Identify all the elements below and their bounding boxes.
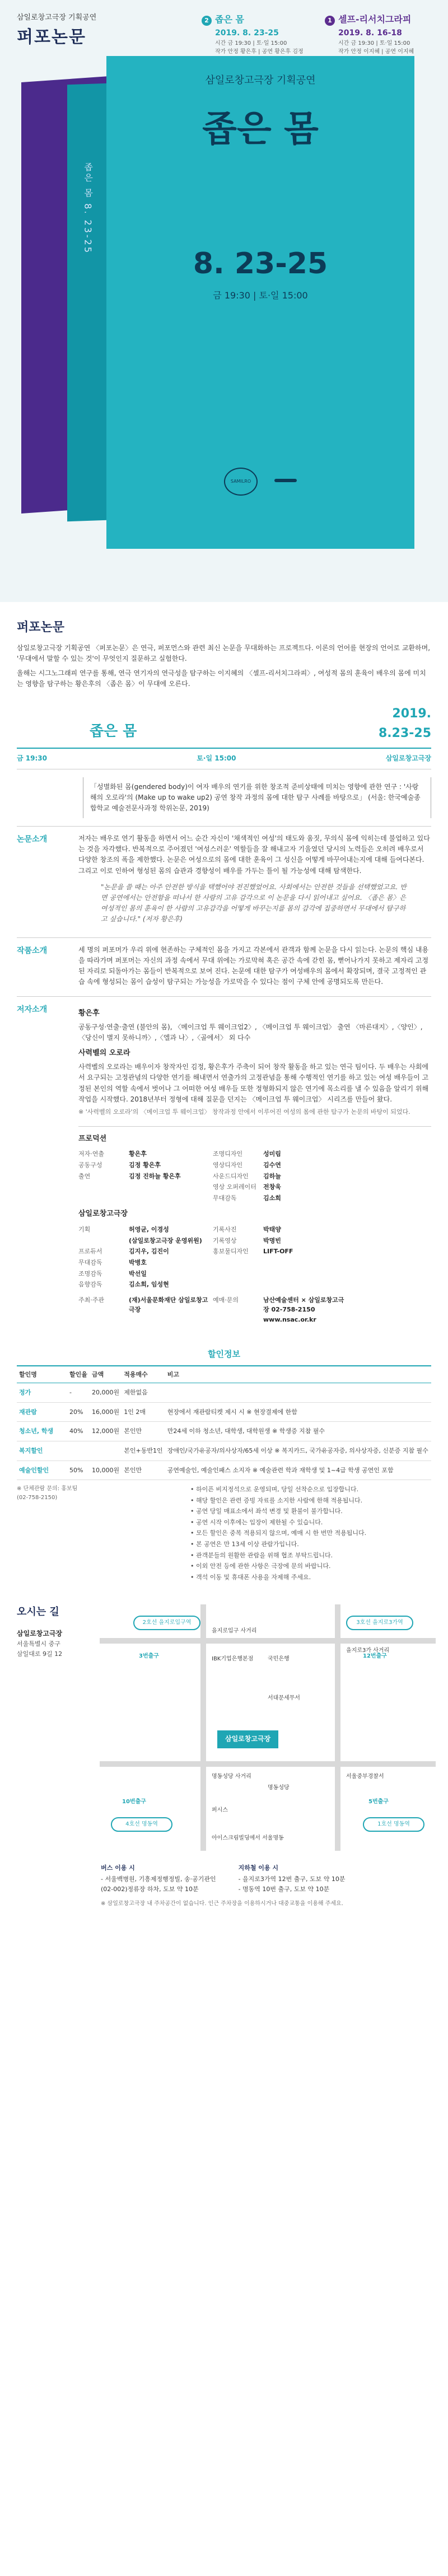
note-item: • 하이픈 비지정석으로 운영되며, 당일 선착순으로 입장합니다. (190, 1485, 431, 1495)
exit-label: 5번출구 (368, 1799, 389, 1805)
map-road (100, 1761, 436, 1767)
teal-book-spine (67, 83, 108, 522)
row-label: 작품소개 (17, 946, 48, 955)
detail-venue: 삼일로창고극장 (385, 754, 431, 763)
map-label: IBK기업은행본점 (212, 1656, 254, 1663)
work-intro-row (17, 937, 431, 997)
show-credits: 작가 안정 황은후 | 공연 황은후 김정 (215, 48, 304, 55)
note-item: • 관객분들의 원활한 관람을 위해 협조 부탁드립니다. (190, 1551, 431, 1561)
table-cell: 예술인할인 (17, 1460, 67, 1480)
venue-address: 삼일대로 9길 12 (17, 1650, 63, 1658)
map-road (200, 1604, 206, 1851)
production-credits (78, 1149, 431, 1203)
paper-citation: 「성별화된 몸(gendered body)이 여자 배우의 연기를 위한 창조적 준비상태에 미치는 영향에 관한 연구 : '사랑해의 오로라'의 (Make up to wake up2) 공연 창작 과정의 몸에 대한 탐구 사례를 바탕으로」 (서울: 한국예술종합학교 예술전문사과정 학위논문, 2019) (83, 777, 431, 819)
subway-station: 1호선 명동역 (363, 1817, 424, 1832)
note-item: • 공연 당일 매표소에서 좌석 변경 및 환불이 불가합니다. (190, 1506, 431, 1516)
company-bio: 사력벨의 오로라는 배우이자 창작자인 김정, 황은후가 주축이 되어 창작 활동을 하고 있는 연극 팀이다. 두 배우는 사회에서 요구되는 고정관념의 다양한 연기를 해내면서 연출가의 고정관념을 통해 수행적인 연기를 하고 있는 여성 배우들이 고정된 본인의 역할 속에서 벗어나 그 어떠한 여성 배우들 또한 정형화되지 않은 연기에 목소리를 낼 수 있음을 알리기 위해 작업을 시작했다. 2018년부터 정형에 대해 질문을 던지는 〈메이크업 투 웨이크업〉 시리즈를 만들어 왔다. (78, 1063, 429, 1103)
credit-name: 김정 황은후 (129, 1161, 161, 1169)
map-label: 아이스크림빌딩에서 서울명동 (212, 1835, 284, 1842)
subway-line: - 을지로3가역 12번 출구, 도보 약 10분 (238, 1875, 346, 1883)
credit-name: 김지우, 김진이 (129, 1248, 169, 1256)
credit-role: 공동구성 (78, 1161, 102, 1169)
author-quote: "논문을 쓸 때는 아주 안전한 방식을 택했어야 전진했었어요. 사회에서는 안전한 것들을 선택했었고요. 반면 공연에서는 안전함을 떠나서 한 사람의 고유 감각으로 이 논문을 다시 읽어내고 싶어요. 〈좁은 몸〉은 여성적인 몸의 훈육이 한 사람의 고유감각을 어떻게 바꾸는지를 몸의 감각에 집중하면서 무대에서 탐구하고 싶습니다." (저자 황은후) (101, 883, 407, 923)
column-header: 비고 (165, 1366, 431, 1383)
credits-title: 삼일로창고극장 (78, 1210, 128, 1219)
location-map[interactable] (100, 1604, 431, 1851)
table-cell: 12,000원 (90, 1422, 122, 1441)
table-row (17, 1422, 431, 1441)
table-cell: 공연예술인, 예술인패스 소지자 ※ 예술관련 학과 재학생 및 1~4급 학생 공연인 포함 (165, 1460, 431, 1480)
row-body: 저자는 배우로 연기 활동을 하면서 어느 순간 자신이 '채색적인 여성'의 태도와 움짓, 무의식 몸에 익히는데 불업하고 있다는 것을 자각했다. 반복적으로 주어졌던 '여성스러운' 역할들을 잘 해내고자 기울였던 당시의 노력들은 오히려 배우로서 다양한 창조의 폭을 제한했다. 논문은 여성으로의 몸에 대한 훈육이 그 성신을 어떻게 바꾸어내는지에 대해 들여다본다. 그리고 이로 인하여 형성된 몸의 습관과 경향성이 배우를 가두는 틀이 될 가능성에 대해 탐색한다. (78, 834, 430, 875)
show-detail-section (0, 698, 448, 1337)
subway-station: 3호선 을지로3가역 (346, 1616, 413, 1630)
credit-role: 무대감독 (78, 1258, 102, 1266)
pen-icon (274, 479, 297, 482)
credit-name: 김소희 (263, 1194, 281, 1202)
subway-title: 지하철 이용 시 (238, 1864, 279, 1872)
table-row (17, 1441, 431, 1460)
hero-title: 퍼포논문 (17, 27, 86, 47)
detail-time-weekend: 토·일 15:00 (197, 754, 236, 763)
credit-role: 음향감독 (78, 1281, 102, 1289)
note-item: • 이외 안전 등에 관한 사항은 극장에 문의 바랍니다. (190, 1561, 431, 1571)
subway-info (239, 1863, 346, 1894)
credit-role: 조명디자인 (213, 1150, 243, 1158)
author-note: ※ '사력벨의 오로라'의 〈메이크업 투 웨이크업〉 창작과정 안에서 이루어진 여성의 몸에 관한 탐구가 논문의 바탕이 되었다. (78, 1108, 410, 1116)
map-label: 을지로입구 사거리 (212, 1628, 257, 1635)
table-cell: 복지할인 (17, 1441, 67, 1460)
credit-name: 김하늘 (263, 1172, 281, 1180)
organizer-credits (78, 1295, 431, 1325)
table-cell: - (67, 1383, 90, 1403)
row-label: 저자소개 (17, 1005, 48, 1015)
row-body: 세 명의 퍼포머가 우리 위에 현존하는 구체적인 몸을 가지고 각본에서 관객과 함께 논문을 다시 읽는다. 논문의 핵심 내용을 따라가며 퍼포머는 자신의 과정 속에서 무대 위에는 가로막혀 혹은 공간 속에 갇힌 몸, 뻗어나가지 못하고 제자리 고정된 자리로 되돌아가는 몸들이 반복적으로 보여 진다. 논문에 대한 탐구가 여성배우의 몸에서 확장되며, 결국 고정적인 관습 속에 형성되는 몸이 습성이 탐구되는 가능성을 가로막을 수 있다는 점이 구체 안에 공명되도록 만든다. (78, 945, 429, 986)
table-row (17, 1460, 431, 1480)
bus-line: (02-002)정류장 하차, 도보 약 10분 (101, 1885, 199, 1893)
map-road (100, 1638, 436, 1644)
column-header: 할인율 (67, 1366, 90, 1383)
table-cell: 본인만 (122, 1422, 165, 1441)
credits-section (78, 1126, 431, 1337)
note-item: • 공연 시작 이후에는 입장이 제한될 수 있습니다. (190, 1518, 431, 1528)
credit-name: 박병호 (129, 1258, 147, 1266)
map-label: 명동성당 사거리 (212, 1774, 251, 1780)
credit-name: 김소희, 임성현 (129, 1281, 169, 1289)
table-cell: 정가 (17, 1383, 67, 1403)
subway-station: 2호선 을지로입구역 (133, 1616, 200, 1630)
credit-role: 저자·연출 (78, 1150, 105, 1158)
table-cell: 40% (67, 1422, 90, 1441)
show-time: 시간 금 19:30 | 토·일 15:00 (338, 40, 410, 46)
map-label: 서울중부경찰서 (346, 1774, 384, 1780)
parking-note: ※ 삼일로창고극장 내 주차공간이 없습니다. 인근 주차장을 이용하시거나 대중교통을 이용해 주세요. (101, 1901, 343, 1907)
credit-role: 기록영상 (213, 1236, 237, 1244)
table-cell: 20% (67, 1402, 90, 1422)
credit-name: 박태양 (263, 1226, 281, 1234)
credit-name: (삼일로창고극장 운영위원) (129, 1236, 202, 1244)
group-inquiry-note: ※ 단체관람 문의: 홍보팀(02-758-2150) (17, 1486, 78, 1501)
table-cell: 장애인/국가유공자/의사상자/65세 이상 ※ 복지카드, 국가유공자증, 의사상자증, 신분증 지참 필수 (165, 1441, 431, 1460)
bus-info (101, 1863, 216, 1894)
teal-book-spine-text: 좁은 몸 8. 23-25 (82, 162, 94, 255)
credit-role: 사운드디자인 (213, 1172, 249, 1180)
table-cell: 제한없음 (122, 1383, 165, 1403)
bus-title: 버스 이용 시 (101, 1864, 135, 1872)
inquiry-value: 남산예술센터 ⨯ 삼일로창고극장 02-758-2150 www.nsac.or.kr (263, 1296, 344, 1323)
show-credits: 작가 안정 이지혜 | 공연 이지혜 (338, 48, 414, 55)
author-bio: 공동구성·연출·출연 (불안의 몸), 〈메이크업 투 웨이크업2〉, 〈메이크업 투 웨이크업〉 출연 〈마른대지〉,〈양인〉,〈당신이 별지 못하니까〉,〈엘과 나〉,〈골에서〉 외 다수 (78, 1023, 423, 1042)
show-name: 좁은 몸 (215, 14, 244, 25)
credit-name: LIFT-OFF (263, 1248, 293, 1256)
map-label: 을지로3가 사거리 (346, 1648, 390, 1654)
credits-title: 프로덕션 (78, 1134, 107, 1143)
note-item: • 본 공연은 만 13세 이상 관람가입니다. (190, 1539, 431, 1550)
credit-role (78, 1236, 129, 1246)
credit-name: 김수연 (263, 1161, 281, 1169)
bus-line: - 서울백병원, 기흥제정행정빌, 송·공기관인 (101, 1875, 216, 1883)
table-cell: 20,000원 (90, 1383, 122, 1403)
table-cell: 본인+동반1인 (122, 1441, 165, 1460)
credit-name: 전창욱 (263, 1183, 281, 1191)
credit-role: 홍보물디자인 (213, 1248, 249, 1256)
exit-label: 10번출구 (122, 1799, 146, 1805)
table-row (17, 1402, 431, 1422)
table-cell: 재관람 (17, 1402, 67, 1422)
credit-name: 박선일 (129, 1270, 147, 1277)
subway-station: 4호선 명동역 (111, 1817, 172, 1832)
venue-address: 서울특별시 중구 (17, 1640, 60, 1648)
discount-table (17, 1365, 431, 1481)
cover-time: 금 19:30 | 토·일 15:00 (213, 290, 308, 301)
intro-paragraph: 올해는 시그노그래피 연구를 통해, 연극 연기자의 연극성을 탐구하는 이지혜의 〈셀프-리서치그라피〉, 여성적 몸의 훈육이 배우의 몸에 미치는 영향을 탐구하는 황은후의 〈좁은 몸〉이 무대에 오른다. (17, 669, 426, 688)
hero-org: 삼일로창고극장 기획공연 (17, 13, 97, 22)
hero-cover (0, 0, 448, 602)
exit-label: 3번출구 (139, 1653, 159, 1660)
show-name: 셀프-리서치그라피 (338, 14, 412, 25)
credit-name: 김정 진하늘 황은후 (129, 1172, 181, 1180)
detail-title: 좁은 몸 (90, 722, 137, 740)
credit-role: 프로듀서 (78, 1248, 102, 1256)
credit-role: 출연 (78, 1172, 91, 1180)
credit-role: 조명감독 (78, 1270, 102, 1277)
detail-dates: 2019. 8.23-25 (378, 706, 431, 741)
table-cell: 50% (67, 1460, 90, 1480)
map-label: 퍼시스 (212, 1807, 228, 1814)
table-header-row (17, 1366, 431, 1383)
table-cell (90, 1441, 122, 1460)
theater-logo: SAMILRO (224, 468, 258, 496)
row-label: 논문소개 (17, 835, 48, 844)
table-cell: 현장에서 재관람티켓 제시 시 ※ 현장결제에 한함 (165, 1402, 431, 1422)
cover-title: 좁은 몸 (202, 108, 319, 150)
location-title: 오시는 길 (17, 1606, 59, 1618)
venue-name: 삼일로창고극장 (17, 1630, 63, 1638)
map-label: 서대문세무서 (268, 1695, 300, 1702)
discount-title: 할인정보 (208, 1348, 240, 1359)
column-header: 적용매수 (122, 1366, 165, 1383)
transit-info (0, 1860, 448, 1900)
table-cell: 본인만 (122, 1460, 165, 1480)
author-intro-row (17, 996, 431, 1126)
show-1-info (325, 12, 431, 56)
discount-notes (190, 1480, 431, 1582)
note-item: • 모든 할인은 중복 적용되지 않으며, 예매 시 한 번만 적용됩니다. (190, 1528, 431, 1538)
intro-heading: 퍼포논문 (17, 620, 65, 634)
show-time: 시간 금 19:30 | 토·일 15:00 (215, 40, 287, 46)
credit-name: 허영균, 이경성 (129, 1226, 169, 1234)
table-cell (67, 1441, 90, 1460)
show-number-badge: 2 (202, 16, 212, 26)
column-header: 할인명 (17, 1366, 67, 1383)
credit-name: 성미림 (263, 1150, 281, 1158)
table-cell: 청소년, 학생 (17, 1422, 67, 1441)
credit-role: 기획 (78, 1226, 91, 1234)
detail-info-row (17, 749, 431, 769)
exit-label: 12번출구 (363, 1653, 387, 1660)
hero-heading (17, 12, 96, 51)
detail-time-weekday: 금 19:30 (17, 754, 47, 763)
credit-role: 기록사진 (213, 1226, 237, 1234)
organizer-value: (재)서울문화재단 삼일로창고극장 (129, 1296, 208, 1314)
show-number-badge: 1 (325, 16, 335, 26)
table-cell: 만24세 이하 청소년, 대학생, 대학원생 ※ 학생증 지참 필수 (165, 1422, 431, 1441)
author-name: 황은후 (78, 1009, 100, 1018)
paper-intro-row (17, 826, 431, 937)
company-name: 사력벨의 오로라 (78, 1049, 130, 1058)
show-dates: 2019. 8. 16-18 (338, 28, 402, 38)
cover-org: 삼일로창고극장 기획공연 (205, 74, 316, 86)
intro-section (0, 602, 448, 698)
credit-role: 영상디자인 (213, 1161, 243, 1169)
location-section (0, 1593, 448, 1860)
column-header: 금액 (90, 1366, 122, 1383)
credit-name: 박명빈 (263, 1236, 281, 1244)
map-label: 명동성당 (268, 1785, 290, 1791)
note-item: • 객석 이동 및 휴대폰 사용을 자제해 주세요. (190, 1572, 431, 1583)
inquiry-label: 예매·문의 (213, 1296, 239, 1304)
table-cell (165, 1383, 431, 1403)
cover-dates: 8. 23-25 (193, 247, 328, 281)
detail-header (17, 704, 431, 749)
discount-section (0, 1337, 448, 1594)
venue-marker[interactable]: 삼일로창고극장 (217, 1730, 278, 1748)
note-item: • 해당 할인은 관련 증빙 자료를 소지한 사람에 한해 적용됩니다. (190, 1496, 431, 1506)
table-row (17, 1383, 431, 1403)
credit-role: 무대감독 (213, 1194, 237, 1202)
subway-line: - 명동역 10번 출구, 도보 약 10분 (238, 1885, 330, 1893)
table-cell: 1인 2매 (122, 1402, 165, 1422)
theater-credits (78, 1225, 431, 1290)
credit-name: 황은후 (129, 1150, 147, 1158)
map-road (335, 1604, 340, 1851)
intro-paragraph: 삼일로창고극장 기획공연 〈퍼포논문〉은 연극, 퍼포먼스와 관련 최신 논문을 무대화하는 프로젝트다. 이론의 언어를 현장의 언어로 교환하며, '무대에서 말할 수 있는 것'이 무엇인지 질문하고 실험한다. (17, 644, 431, 663)
table-cell: 16,000원 (90, 1402, 122, 1422)
teal-book-cover (106, 56, 414, 549)
show-dates: 2019. 8. 23-25 (215, 28, 279, 38)
map-label: 국민은행 (268, 1656, 290, 1663)
organizer-label: 주최·주관 (78, 1296, 105, 1304)
table-cell: 10,000원 (90, 1460, 122, 1480)
credit-role: 영상 오퍼레이터 (213, 1183, 256, 1191)
